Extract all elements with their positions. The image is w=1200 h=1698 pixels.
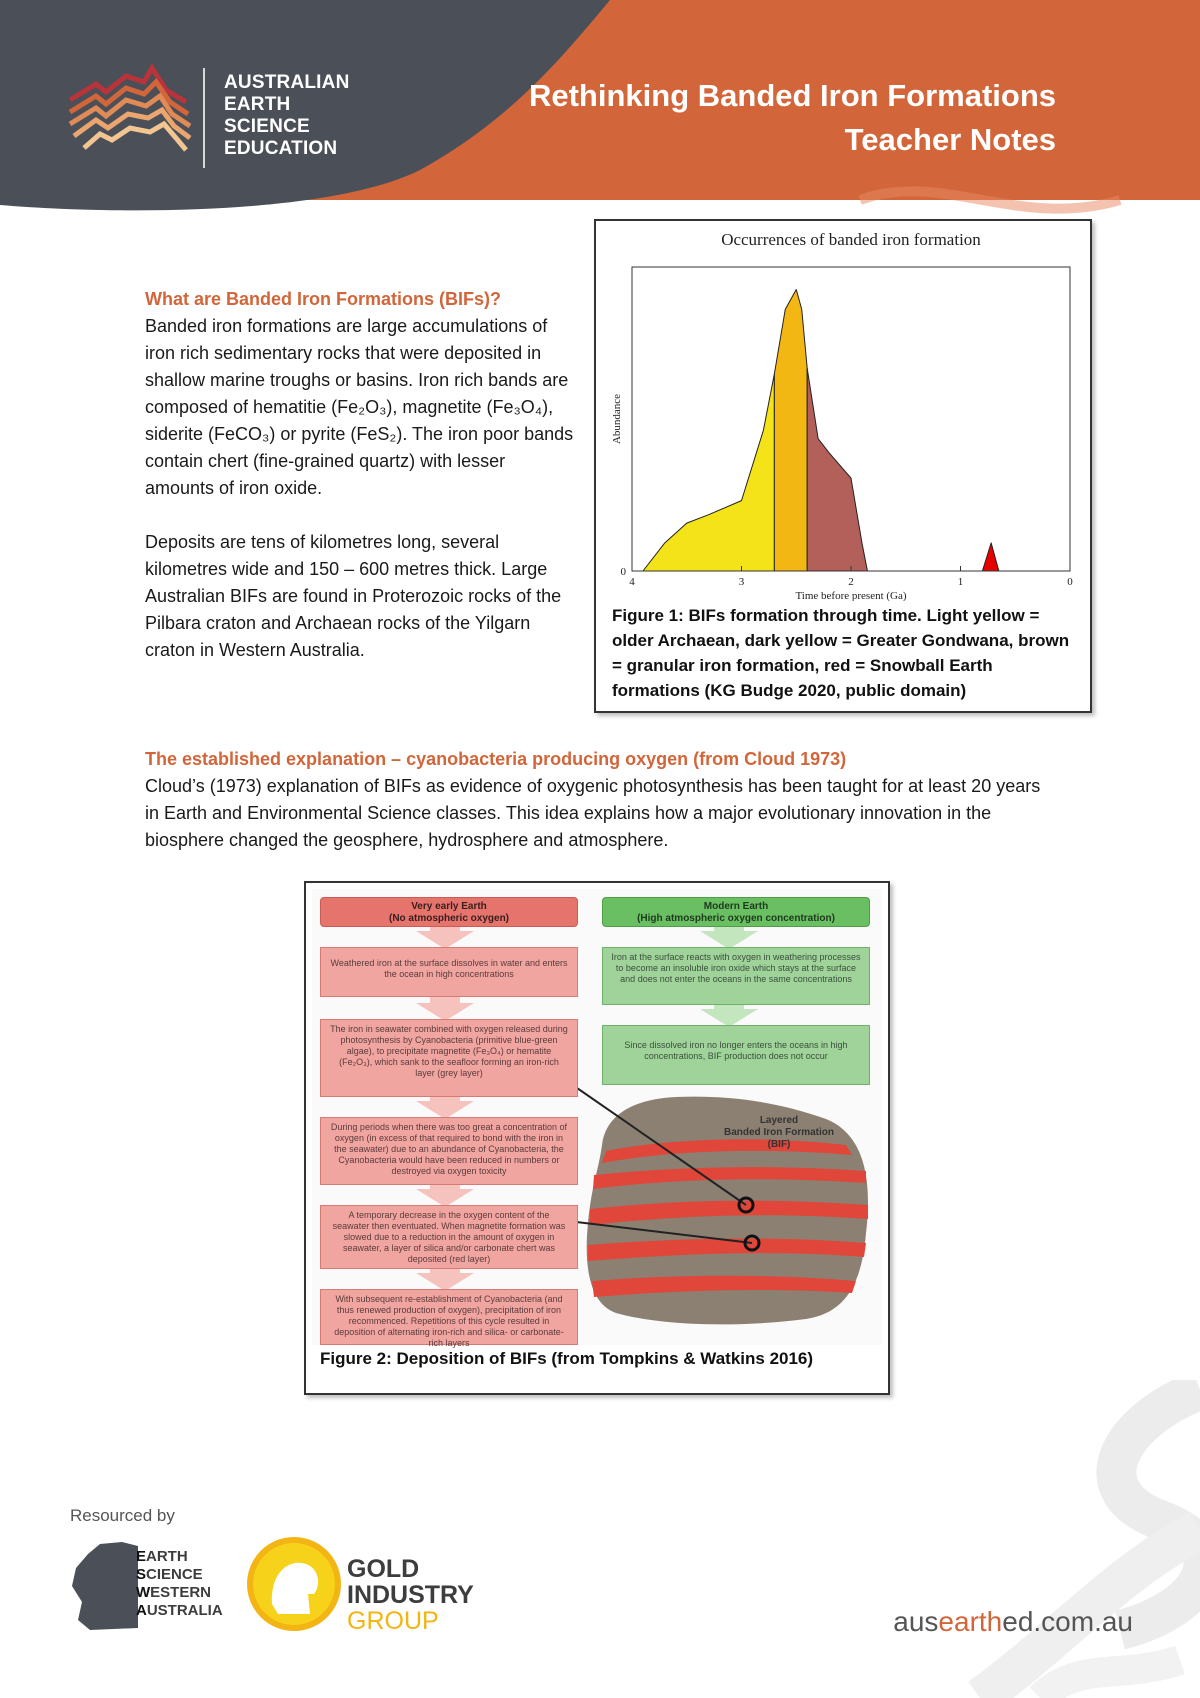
figure-2 xyxy=(304,881,890,1395)
x-tick-label: 4 xyxy=(629,576,635,588)
eswa-line xyxy=(136,1566,223,1584)
org-line: EARTH xyxy=(224,94,291,115)
aese-logo-icon xyxy=(66,62,196,157)
footer-wave-decoration xyxy=(560,1380,1200,1698)
figure-2-caption: Figure 2: Deposition of BIFs (from Tompkins & Watkins 2016) xyxy=(320,1349,814,1368)
bif-occurrence-chart xyxy=(596,221,1090,601)
resourced-by-label: Resourced by xyxy=(70,1506,175,1525)
chart-series-area-4 xyxy=(982,543,998,571)
early-earth-step-5 xyxy=(320,1289,578,1348)
y-axis-label: Abundance xyxy=(611,393,623,445)
modern-earth-step-2 xyxy=(602,1025,870,1085)
logo-divider xyxy=(203,68,205,168)
eswa-rest: CIENCE xyxy=(146,1566,203,1583)
x-tick-label: 3 xyxy=(738,576,745,588)
modern-earth-header xyxy=(602,897,870,927)
figure-1-caption: Figure 1: BIFs formation through time. Light yellow = older Archaean, dark yellow = Greater Gondwana, brown = granular iron formation, red = Snowball Earth formations (KG Budge 2020, public domain) xyxy=(612,606,1070,700)
url-part: ed.com.au xyxy=(1002,1606,1133,1637)
gig-line: INDUSTRY xyxy=(347,1581,474,1609)
early-earth-step-2 xyxy=(320,1019,578,1097)
website-url[interactable] xyxy=(893,1606,1133,1638)
x-tick-label: 1 xyxy=(957,576,964,588)
established-heading: The established explanation – cyanobacteria producing oxygen (from Cloud 1973) xyxy=(145,749,847,769)
gig-line: GOLD xyxy=(347,1555,420,1583)
page-title xyxy=(529,74,1056,162)
early-earth-step-3-text: During periods when there was too great a concentration of oxygen (in excess of that required to bond with the iron in the seawater) due to an abundance of Cyanobacteria, the Cyanobacteria would have been reduced in numbers or destroyed via oxygen toxicity xyxy=(330,1122,568,1176)
eswa-rest: ARTH xyxy=(146,1548,188,1565)
bif-rock-label-text: Layered Banded Iron Formation (BIF) xyxy=(724,1115,834,1150)
chart-series-area-3 xyxy=(807,368,867,571)
eswa-rest: ESTERN xyxy=(150,1584,212,1601)
intro-heading: What are Banded Iron Formations (BIFs)? xyxy=(145,289,502,309)
gig-line: GROUP xyxy=(347,1607,439,1635)
established-explanation-section xyxy=(145,746,1045,854)
early-earth-step-5-text: With subsequent re-establishment of Cyanobacteria (and thus renewed production of oxygen), precipitation of iron recommenced. Repetitions of this cycle resulted in deposition of alternating iron-rich and silica- or carbonate-rich layers xyxy=(334,1294,564,1348)
eswa-initial: W xyxy=(136,1584,151,1601)
established-paragraph: Cloud’s (1973) explanation of BIFs as evidence of oxygenic photosynthesis has been taught for at least 20 years in Earth and Environmental Science classes. This idea explains how a major evolutionary innovation in the biosphere changed the geosphere, hydrosphere and atmosphere. xyxy=(145,776,1041,850)
modern-earth-step-1-text: Iron at the surface reacts with oxygen in weathering processes to become an insoluble iron oxide which stays at the surface and does not enter the oceans in the same concentrations xyxy=(611,952,861,984)
x-tick-label: 0 xyxy=(1067,576,1073,588)
early-earth-step-1 xyxy=(320,947,578,997)
early-earth-step-1-text: Weathered iron at the surface dissolves in water and enters the ocean in high concentrations xyxy=(330,958,568,979)
eswa-initial: S xyxy=(136,1566,147,1583)
org-name xyxy=(224,72,350,160)
western-australia-map-icon xyxy=(70,1540,142,1632)
early-earth-header-text: Very early Earth (No atmospheric oxygen) xyxy=(388,901,510,924)
x-tick-label: 2 xyxy=(848,576,854,588)
intro-section xyxy=(145,286,575,664)
url-part-highlight: earth xyxy=(938,1606,1003,1637)
org-line: SCIENCE xyxy=(224,116,310,137)
early-earth-step-2-text: The iron in seawater combined with oxygen released during photosynthesis by Cyanobacteria (primitive blue-green algae), to precipitate magnetite (Fe₃O₄) or hematite (Fe₂O₃), which sank to the seafloor forming an iron-rich layer (grey layer) xyxy=(330,1024,568,1078)
chart-series-area-1 xyxy=(643,374,774,571)
eswa-initial: E xyxy=(136,1548,147,1565)
title-line-2: Teacher Notes xyxy=(844,122,1056,157)
url-part: aus xyxy=(893,1606,939,1637)
modern-earth-header-text: Modern Earth (High atmospheric oxygen concentration) xyxy=(637,901,835,924)
eswa-initial: A xyxy=(136,1602,147,1619)
eswa-rest: USTRALIA xyxy=(146,1602,223,1619)
early-earth-step-4 xyxy=(320,1205,578,1269)
gold-industry-group-text xyxy=(347,1556,474,1634)
gold-industry-group-logo-icon xyxy=(242,1534,346,1634)
eswa-line xyxy=(136,1584,223,1602)
modern-earth-step-1 xyxy=(602,947,870,1005)
chart-series-area-2 xyxy=(774,290,807,571)
modern-earth-step-2-text: Since dissolved iron no longer enters the oceans in high concentrations, BIF production does not occur xyxy=(624,1040,848,1061)
org-line: EDUCATION xyxy=(224,138,338,159)
intro-paragraph-1: Banded iron formations are large accumulations of iron rich sedimentary rocks that were deposited in shallow marine troughs or basins. Iron rich bands are composed of hematitie (Fe₂O₃), magnetite (Fe₃O₄), siderite (FeCO₃) or pyrite (FeS₂). The iron poor bands contain chert (fine-grained quartz) with lesser amounts of iron oxide. xyxy=(145,316,574,498)
eswa-logo-text xyxy=(136,1548,223,1620)
early-earth-step-4-text: A temporary decrease in the oxygen content of the seawater then eventuated. When magnetite formation was slowed due to a reduction in the amount of oxygen in seawater, a layer of silica and/or carbonate chert was deposited (red layer) xyxy=(332,1210,566,1264)
org-line: AUSTRALIAN xyxy=(224,72,350,93)
early-earth-header xyxy=(320,897,578,927)
chart-title: Occurrences of banded iron formation xyxy=(721,230,981,249)
intro-paragraph-2: Deposits are tens of kilometres long, several kilometres wide and 150 – 600 metres thick. Large Australian BIFs are found in Proterozoic rocks of the Pilbara craton and Archaean rocks of the Yilgarn craton in Western Australia. xyxy=(145,532,562,660)
eswa-line xyxy=(136,1548,223,1566)
bif-rock-label xyxy=(714,1115,844,1151)
title-line-1: Rethinking Banded Iron Formations xyxy=(528,78,1056,113)
eswa-line xyxy=(136,1602,223,1620)
y-tick-label: 0 xyxy=(620,566,626,578)
early-earth-step-3 xyxy=(320,1117,578,1185)
x-axis-label: Time before present (Ga) xyxy=(795,590,907,601)
figure-1 xyxy=(594,219,1092,713)
